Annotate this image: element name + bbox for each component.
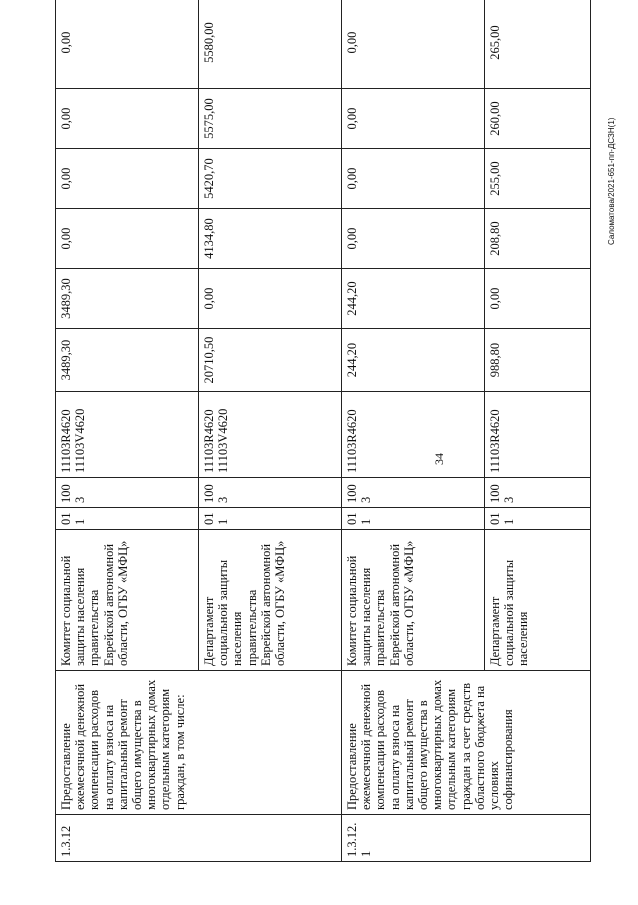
measure-name: Предоставление ежемесячной денежной компенсации расходов на оплату взноса на капитальный ремонт общего имущества в многоквартирных домах отдельным категориям граждан за счет средств областного бюджета на условиях софинансирования — [342, 671, 591, 815]
measure-name: Предоставление ежемесячной денежной компенсации расходов на оплату взноса на капитальный ремонт общего имущества в многоквартирных домах отдельным категориям граждан, в том числе: — [56, 671, 342, 815]
year-2-value: 0,00 — [56, 209, 199, 269]
year-3-value: 0,00 — [56, 149, 199, 209]
rzpr-code: 1003 — [342, 478, 485, 508]
year-4-value: 260,00 — [485, 89, 591, 149]
table-row — [56, 0, 199, 862]
total-value: 244,20 — [342, 329, 485, 392]
total-value: 3489,30 — [56, 329, 199, 392]
grbs-code: 011 — [56, 508, 199, 530]
grbs-code: 011 — [199, 508, 342, 530]
executor: Комитет социальной защиты населения правительства Еврейской автономной области, ОГБУ «МФЦ» — [56, 530, 199, 671]
csr-code: 11103R4620 — [342, 392, 485, 478]
total-value: 20710,50 — [199, 329, 342, 392]
year-5-value: 5580,00 — [199, 0, 342, 89]
year-3-value: 5420,70 — [199, 149, 342, 209]
executor: Комитет социальной защиты населения правительства Еврейской автономной области, ОГБУ «МФЦ» — [342, 530, 485, 671]
year-1-value: 3489,30 — [56, 269, 199, 329]
year-4-value: 5575,00 — [199, 89, 342, 149]
grbs-code: 011 — [485, 508, 591, 530]
page-number: 34 — [432, 453, 446, 465]
rzpr-code: 1003 — [199, 478, 342, 508]
csr-code: 11103R4620 11103V4620 — [56, 392, 199, 478]
rzpr-code: 1003 — [485, 478, 591, 508]
total-value: 988,80 — [485, 329, 591, 392]
year-4-value: 0,00 — [56, 89, 199, 149]
year-1-value: 0,00 — [485, 269, 591, 329]
document-id: Саломатова/2021-651-пп-ДСЗН(1) — [607, 117, 616, 245]
row-code: 1.3.12.1 — [342, 815, 591, 862]
year-5-value: 0,00 — [56, 0, 199, 89]
year-5-value: 0,00 — [342, 0, 485, 89]
year-3-value: 0,00 — [342, 149, 485, 209]
year-2-value: 208,80 — [485, 209, 591, 269]
year-3-value: 255,00 — [485, 149, 591, 209]
csr-code: 11103R4620 11103V4620 — [199, 392, 342, 478]
year-1-value: 0,00 — [199, 269, 342, 329]
csr-code: 11103R4620 — [485, 392, 591, 478]
table-row — [342, 0, 485, 862]
executor: Департамент социальной защиты населения правительства Еврейской автономной области, ОГБУ «МФЦ» — [199, 530, 342, 671]
grbs-code: 011 — [342, 508, 485, 530]
year-2-value: 4134,80 — [199, 209, 342, 269]
budget-table — [55, 0, 591, 862]
year-1-value: 244,20 — [342, 269, 485, 329]
year-5-value: 265,00 — [485, 0, 591, 89]
executor: Департамент социальной защиты населения — [485, 530, 591, 671]
rzpr-code: 1003 — [56, 478, 199, 508]
row-code: 1.3.12 — [56, 815, 342, 862]
year-4-value: 0,00 — [342, 89, 485, 149]
year-2-value: 0,00 — [342, 209, 485, 269]
